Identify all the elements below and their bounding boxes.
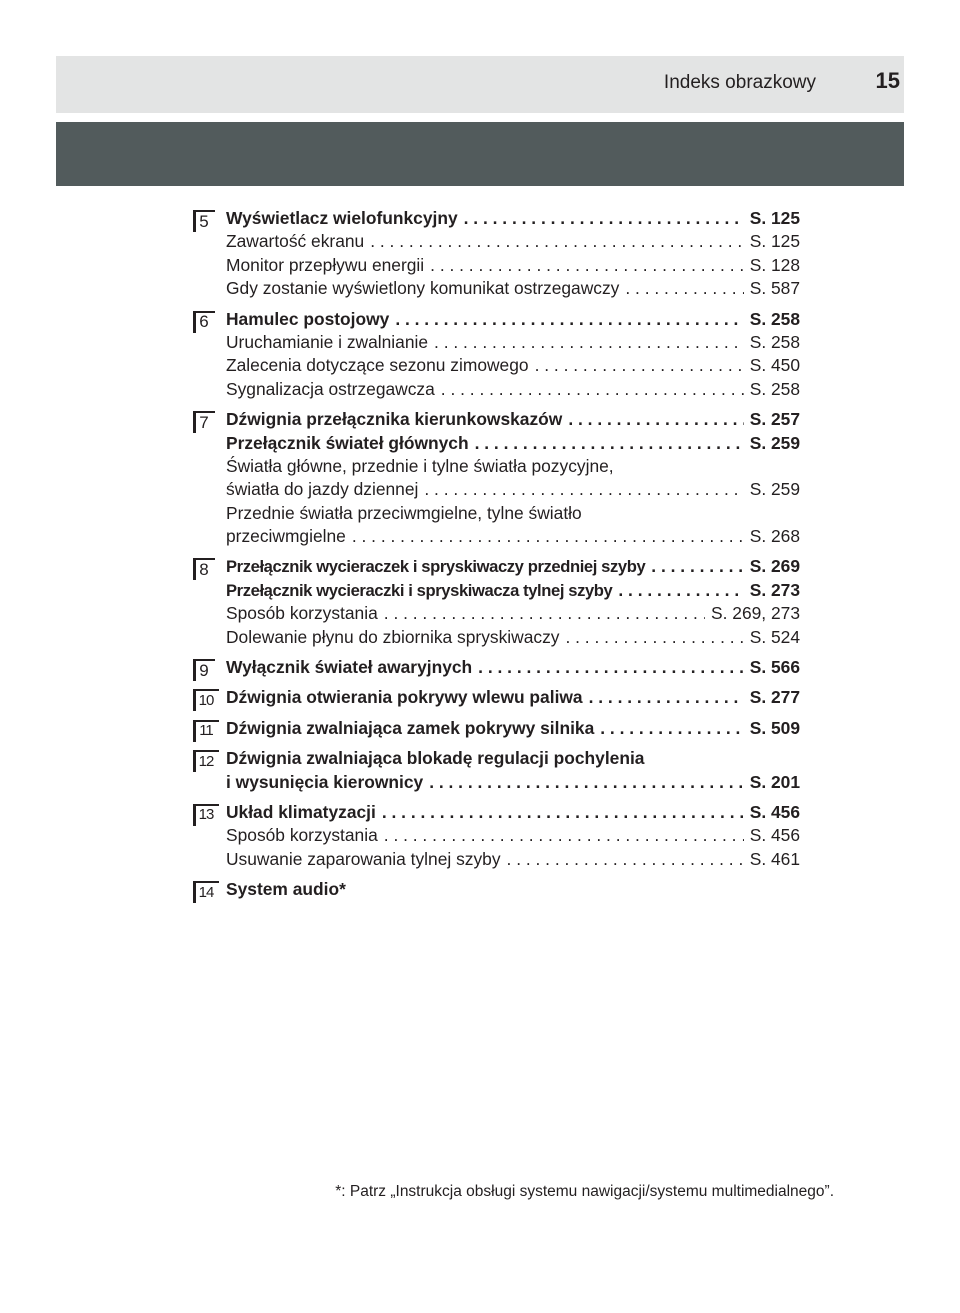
entry-number-marker: 14 [193, 881, 219, 903]
index-entry [193, 748, 800, 795]
page-reference: S. 450 [749, 355, 800, 376]
entry-subitem[interactable] [226, 526, 800, 549]
page-reference: S. 125 [749, 208, 800, 228]
entry-number-marker: 5 [193, 210, 215, 232]
entry-heading[interactable] [226, 772, 800, 795]
dot-leader [507, 849, 744, 870]
page-reference: S. 125 [749, 231, 800, 252]
entry-text: Uruchamianie i zwalnianie [226, 331, 429, 352]
page-reference: S. 128 [749, 254, 800, 275]
dot-leader [384, 825, 744, 846]
dot-leader [382, 802, 744, 823]
page-reference: S. 268 [749, 526, 800, 547]
entry-heading[interactable] [226, 208, 800, 231]
dot-leader [424, 479, 743, 500]
entry-text: Dźwignia zwalniająca blokadę regulacji pochylenia [226, 748, 645, 769]
entry-text: Wyłącznik świateł awaryjnych [226, 657, 473, 678]
entry-subitem[interactable] [226, 255, 800, 278]
page-reference: S. 587 [749, 278, 800, 299]
entry-subitem[interactable] [226, 278, 800, 301]
entry-text: Przełącznik wycieraczek i spryskiwaczy przedniej szyby [226, 557, 646, 577]
entry-text: Światła główne, przednie i tylne światła pozycyjne, [226, 455, 614, 476]
index-entry [193, 657, 800, 680]
entry-text: System audio* [226, 879, 346, 900]
page-reference: S. 509 [749, 717, 800, 738]
dot-leader [441, 379, 744, 400]
entry-text: Sposób korzystania [226, 825, 378, 846]
entry-number-marker: 8 [193, 558, 215, 580]
entry-text: Hamulec postojowy [226, 308, 390, 329]
entry-number-marker: 7 [193, 411, 215, 433]
dot-leader [651, 556, 743, 577]
dot-leader [475, 433, 744, 454]
dot-leader [565, 627, 743, 648]
entry-text: Przełącznik wycieraczki i spryskiwacza tylnej szyby [226, 580, 613, 600]
entry-number-marker: 12 [193, 750, 219, 772]
index-entry [193, 556, 800, 650]
page-reference: S. 461 [749, 848, 800, 869]
page-reference: S. 566 [749, 657, 800, 678]
entry-subitem[interactable] [226, 479, 800, 502]
entry-heading[interactable] [226, 802, 800, 825]
page-reference: S. 258 [749, 331, 800, 352]
entry-subitem[interactable] [226, 849, 800, 872]
entry-text: Dźwignia zwalniająca zamek pokrywy silnika [226, 717, 595, 738]
entry-subitem[interactable] [226, 355, 800, 378]
entry-heading[interactable] [226, 879, 800, 902]
dot-leader [395, 309, 743, 330]
entry-subitem[interactable] [226, 456, 800, 479]
page-reference: S. 258 [749, 378, 800, 399]
entry-text: i wysunięcia kierownicy [226, 771, 424, 792]
entry-number-marker: 13 [193, 804, 219, 826]
entry-heading[interactable] [226, 748, 800, 771]
dot-leader [589, 687, 744, 708]
dot-leader [429, 772, 744, 793]
index-entry [193, 208, 800, 302]
index-entry [193, 687, 800, 710]
entry-text: Przednie światła przeciwmgielne, tylne światło [226, 502, 582, 523]
page-reference: S. 524 [749, 626, 800, 647]
dot-leader [384, 603, 705, 624]
entry-subitem[interactable] [226, 627, 800, 650]
entry-number-marker: 9 [193, 659, 215, 681]
page-reference: S. 258 [749, 308, 800, 329]
entry-text: Wyświetlacz wielofunkcyjny [226, 208, 458, 228]
entry-number-marker: 10 [193, 689, 219, 711]
page-reference: S. 456 [749, 801, 800, 822]
entry-text: przeciwmgielne [226, 526, 346, 547]
page-reference: S. 273 [749, 579, 800, 600]
entry-number-marker: 6 [193, 311, 215, 333]
dot-leader [434, 332, 744, 353]
page-reference: S. 269 [749, 556, 800, 577]
page-reference: S. 201 [749, 771, 800, 792]
page-reference: S. 456 [749, 825, 800, 846]
index-entry [193, 879, 800, 902]
entry-subitem[interactable] [226, 825, 800, 848]
index-entries [193, 208, 800, 910]
dot-leader [430, 255, 744, 276]
index-entry [193, 309, 800, 403]
entry-subitem[interactable] [226, 231, 800, 254]
dot-leader [625, 278, 743, 299]
entry-heading[interactable] [226, 409, 800, 432]
dot-leader [600, 718, 743, 739]
entry-text: Dźwignia przełącznika kierunkowskazów [226, 409, 563, 430]
entry-text: Dolewanie płynu do zbiornika spryskiwaczy [226, 626, 560, 647]
entry-subitem[interactable] [226, 603, 800, 626]
entry-text: Układ klimatyzacji [226, 801, 376, 822]
index-entry [193, 802, 800, 872]
entry-text: Przełącznik świateł głównych [226, 432, 469, 453]
index-entry [193, 409, 800, 549]
entry-text: Sposób korzystania [226, 603, 378, 624]
entry-text: Gdy zostanie wyświetlony komunikat ostrzegawczy [226, 278, 620, 299]
footnote: *: Patrz „Instrukcja obsługi systemu nawigacji/systemu multimedialnego”. [335, 1183, 834, 1200]
index-entry [193, 718, 800, 741]
page-reference: S. 257 [749, 409, 800, 430]
entry-text: światła do jazdy dziennej [226, 479, 419, 500]
page-reference: S. 259 [749, 479, 800, 500]
entry-text: Dźwignia otwierania pokrywy wlewu paliwa [226, 687, 583, 708]
entry-text: Zalecenia dotyczące sezonu zimowego [226, 355, 529, 376]
entry-heading[interactable] [226, 687, 800, 710]
page-reference: S. 259 [749, 432, 800, 453]
dot-leader [535, 355, 744, 376]
entry-subitem[interactable] [226, 503, 800, 526]
entry-heading[interactable] [226, 657, 800, 680]
entry-heading[interactable] [226, 309, 800, 332]
entry-heading[interactable] [226, 433, 800, 456]
page-number: 15 [875, 68, 900, 93]
entry-heading[interactable] [226, 580, 800, 603]
dot-leader [618, 580, 743, 601]
entry-number-marker: 11 [193, 720, 219, 742]
entry-text: Monitor przepływu energii [226, 254, 425, 275]
entry-heading[interactable] [226, 556, 800, 579]
dot-leader [370, 231, 744, 252]
dot-leader [568, 409, 743, 430]
entry-heading[interactable] [226, 718, 800, 741]
page-reference: S. 269, 273 [711, 603, 800, 624]
image-band [56, 122, 904, 186]
entry-text: Zawartość ekranu [226, 231, 365, 252]
entry-text: Sygnalizacja ostrzegawcza [226, 378, 435, 399]
dot-leader [352, 526, 744, 547]
entry-text: Usuwanie zaparowania tylnej szyby [226, 848, 501, 869]
dot-leader [478, 657, 744, 678]
dot-leader [464, 208, 744, 229]
entry-subitem[interactable] [226, 379, 800, 402]
entry-subitem[interactable] [226, 332, 800, 355]
page-reference: S. 277 [749, 687, 800, 708]
section-title: Indeks obrazkowy [663, 72, 816, 93]
